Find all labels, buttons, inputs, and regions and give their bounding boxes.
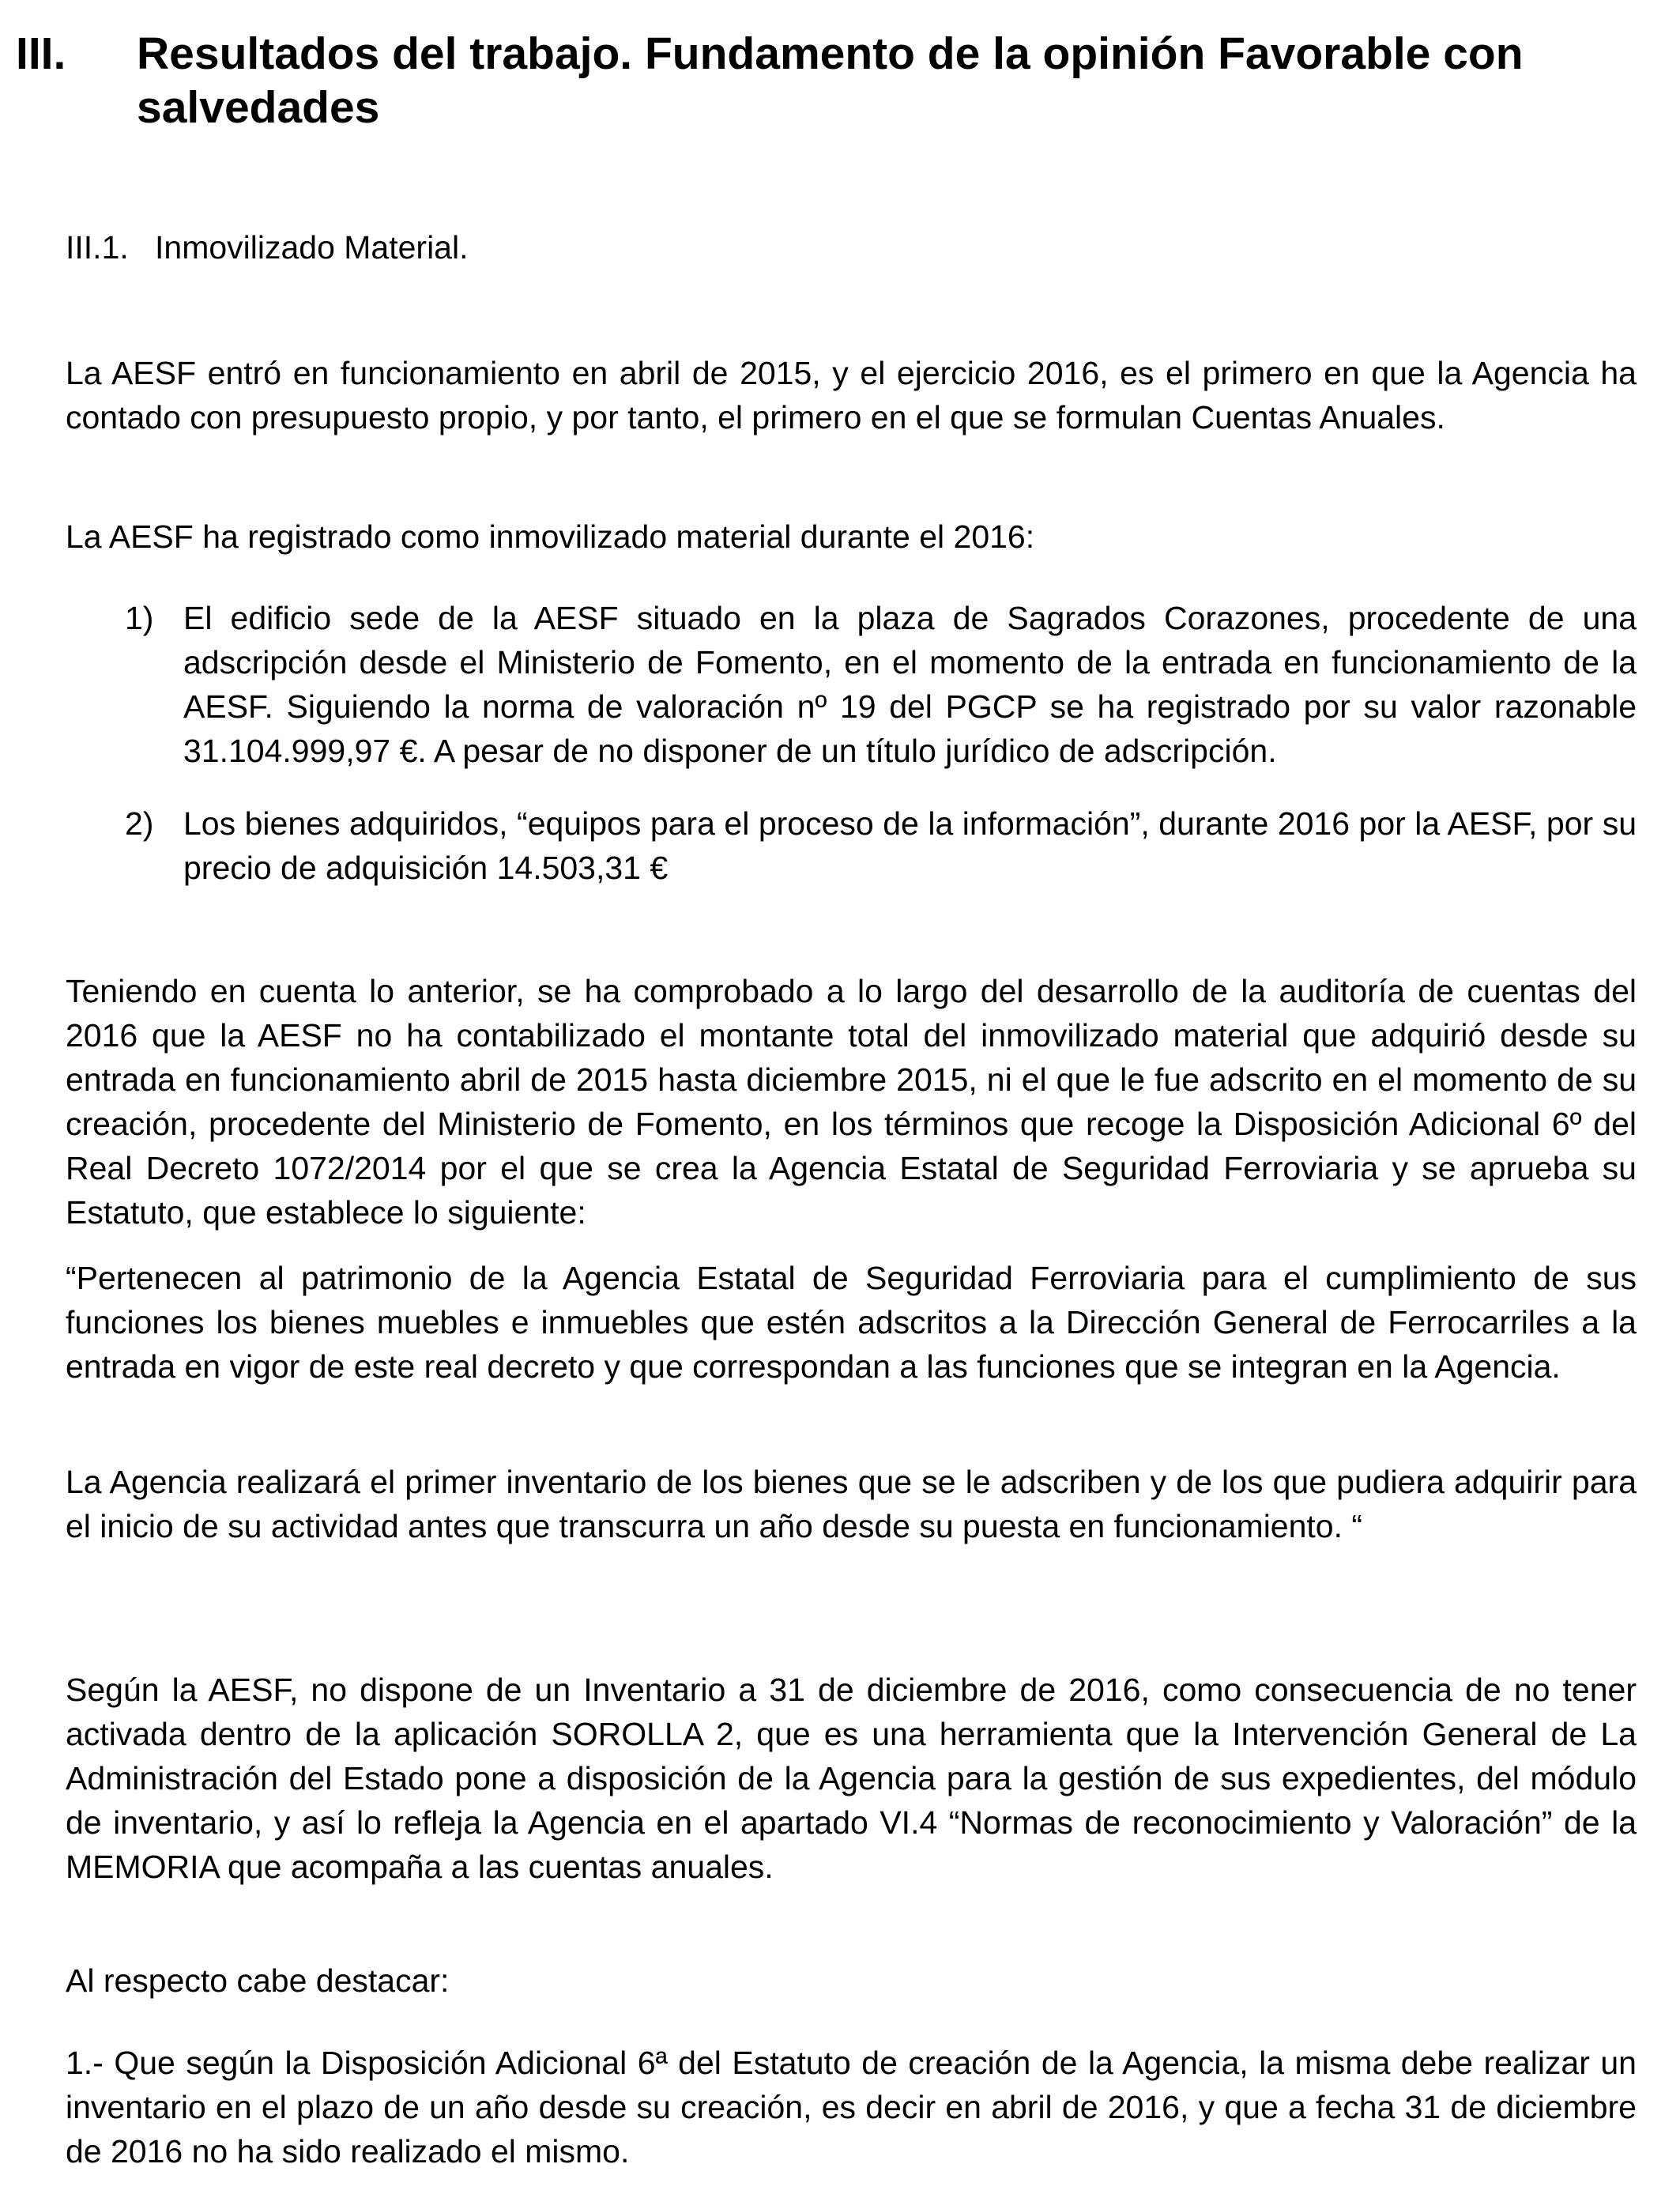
subsection-title: Inmovilizado Material. bbox=[155, 229, 469, 266]
list-item bbox=[125, 801, 1637, 890]
paragraph-quote-1: “Pertenecen al patrimonio de la Agencia Estatal de Seguridad Ferroviaria para el cumplimiento de sus funciones los bienes muebles e inmuebles que estén adscritos a la Dirección General de Ferrocarriles a la entrada en vigor de este real decreto y que correspondan a las funciones que se integran en la Agencia. bbox=[66, 1260, 1637, 1385]
subsection-number: III.1. bbox=[66, 229, 129, 266]
section-title: Resultados del trabajo. Fundamento de la opinión Favorable con salvedades bbox=[137, 28, 1524, 133]
paragraph-intro: La AESF entró en funcionamiento en abril de 2015, y el ejercicio 2016, es el primero en que la Agencia ha contado con presupuesto propio, y por tanto, el primero en el que se formulan Cuentas Anuales. bbox=[66, 355, 1637, 435]
list-text: El edificio sede de la AESF situado en la plaza de Sagrados Corazones, procedente de una adscripción desde el Ministerio de Fomento, en el momento de la entrada en funcionamiento de la AESF. Siguiendo la norma de valoración nº 19 del PGCP se ha registrado por su valor razonable 31.104.999,97 €. A pesar de no disponer de un título jurídico de adscripción. bbox=[183, 600, 1637, 769]
paragraph-quote-2: La Agencia realizará el primer inventario de los bienes que se le adscriben y de los que pudiera adquirir para el inicio de su actividad antes que transcurra un año desde su puesta en funcionamiento. “ bbox=[66, 1464, 1637, 1544]
paragraph-registered: La AESF ha registrado como inmovilizado material durante el 2016: bbox=[66, 518, 1035, 555]
list-text: Los bienes adquiridos, “equipos para el proceso de la información”, durante 2016 por la AESF, por su precio de adquisición 14.503,31 € bbox=[183, 805, 1637, 886]
section-heading bbox=[16, 27, 1644, 134]
list-marker: 1) bbox=[125, 600, 154, 636]
section-number: III. bbox=[16, 28, 66, 79]
paragraph-point-1: 1.- Que según la Disposición Adicional 6ª del Estatuto de creación de la Agencia, la misma debe realizar un inventario en el plazo de un año desde su creación, es decir en abril de 2016, y que a fecha 31 de diciembre de 2016 no ha sido realizado el mismo. bbox=[66, 2045, 1637, 2169]
list-item bbox=[125, 596, 1637, 773]
list-marker: 2) bbox=[125, 805, 154, 842]
paragraph-remark: Al respecto cabe destacar: bbox=[66, 1962, 450, 1999]
paragraph-findings: Teniendo en cuenta lo anterior, se ha comprobado a lo largo del desarrollo de la auditoría de cuentas del 2016 que la AESF no ha contabilizado el montante total del inmovilizado material que adquirió desde su entrada en funcionamiento abril de 2015 hasta diciembre 2015, ni el que le fue adscrito en el momento de su creación, procedente del Ministerio de Fomento, en los términos que recoge la Disposición Adicional 6º del Real Decreto 1072/2014 por el que se crea la Agencia Estatal de Seguridad Ferroviaria y se aprueba su Estatuto, que establece lo siguiente: bbox=[66, 973, 1637, 1231]
subsection-heading bbox=[66, 225, 469, 270]
paragraph-inventory: Según la AESF, no dispone de un Inventario a 31 de diciembre de 2016, como consecuencia de no tener activada dentro de la aplicación SOROLLA 2, que es una herramienta que la Intervención General de La Administración del Estado pone a disposición de la Agencia para la gestión de sus expedientes, del módulo de inventario, y así lo refleja la Agencia en el apartado VI.4 “Normas de reconocimiento y Valoración” de la MEMORIA que acompaña a las cuentas anuales. bbox=[66, 1672, 1637, 1885]
